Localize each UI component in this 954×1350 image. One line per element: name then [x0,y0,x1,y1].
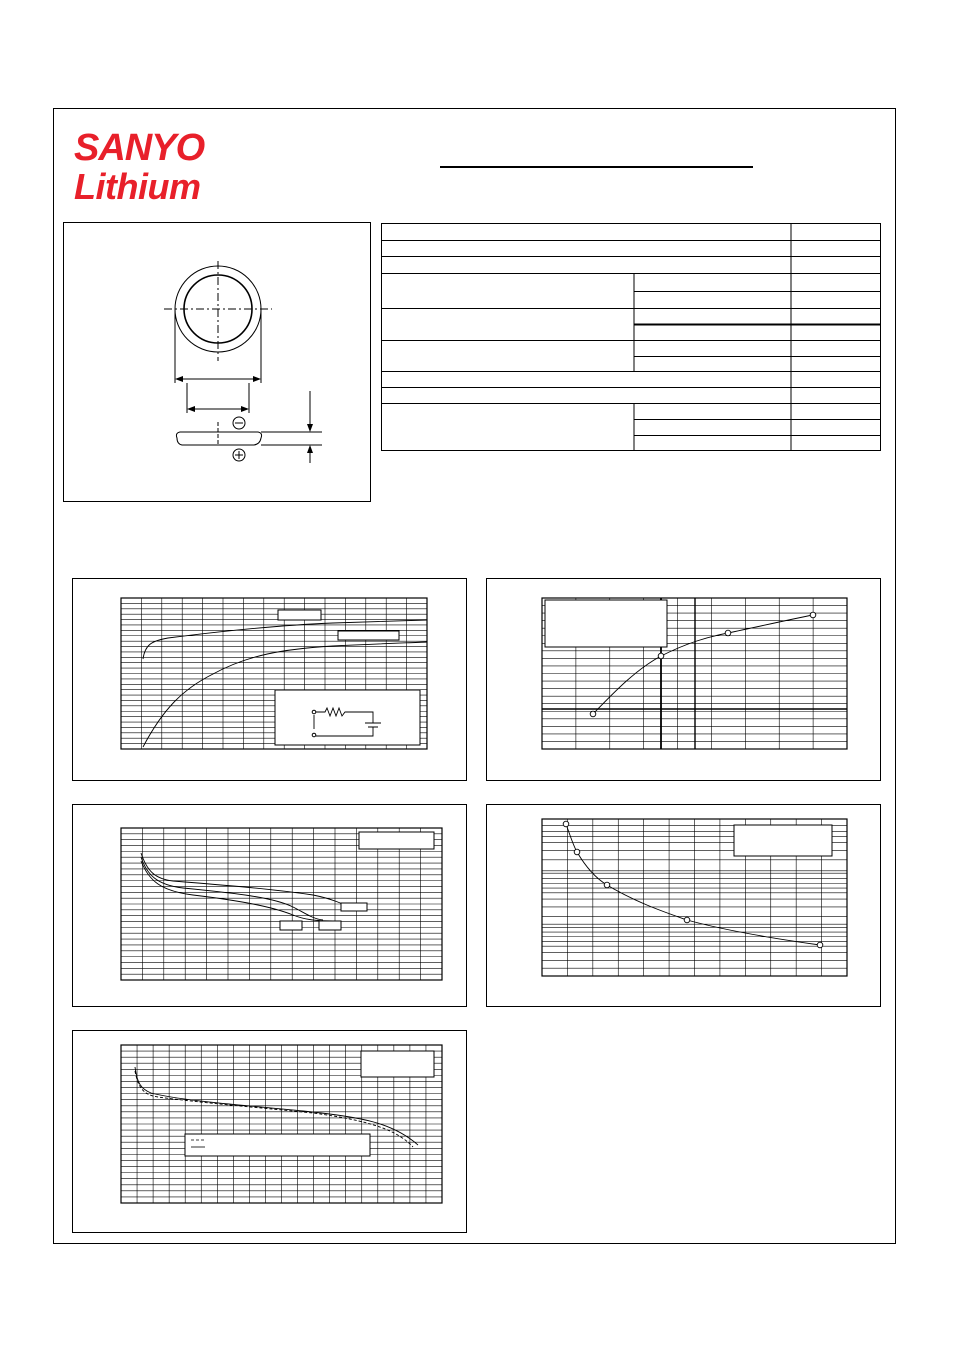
chart-3 [73,805,466,1006]
minus-circle-icon [233,417,245,429]
terminal-dot [312,710,316,714]
series-line-3 [141,861,333,921]
conditions-box [734,825,832,856]
title-underline [440,166,753,168]
chart-2-frame [486,578,881,781]
data-point [574,849,580,855]
chart-4 [487,805,880,1006]
series-label [341,903,367,911]
legend-box [185,1134,370,1156]
conditions-box [361,1051,434,1077]
series-label-1 [278,610,321,620]
chart-5 [73,1031,466,1232]
dimension-drawing [63,222,371,502]
data-point [658,653,664,659]
chart-1-frame [72,578,467,781]
plus-circle-icon [233,449,245,461]
sanyo-lithium-logo [74,128,239,210]
data-point [817,942,823,948]
data-point [590,711,596,717]
brand-logo-text: SANYO [74,127,205,169]
chart-5-frame [72,1030,467,1233]
series-label-box [359,832,434,849]
series-label-2 [338,631,399,640]
data-point [725,630,731,636]
specification-table [381,223,881,451]
chart-3-frame [72,804,467,1007]
circuit-inset [275,690,420,745]
chart-1 [73,579,466,780]
series-label [319,921,341,930]
product-logo-text: Lithium [74,166,201,207]
data-point [563,821,569,827]
conditions-box [545,600,667,647]
series-label [280,921,302,930]
chart-4-frame [486,804,881,1007]
terminal-dot [312,733,316,737]
data-point [684,917,690,923]
series-line-2 [141,857,323,920]
chart-2 [487,579,880,780]
series-line-1 [141,853,353,909]
data-point [810,612,816,618]
data-point [604,882,610,888]
